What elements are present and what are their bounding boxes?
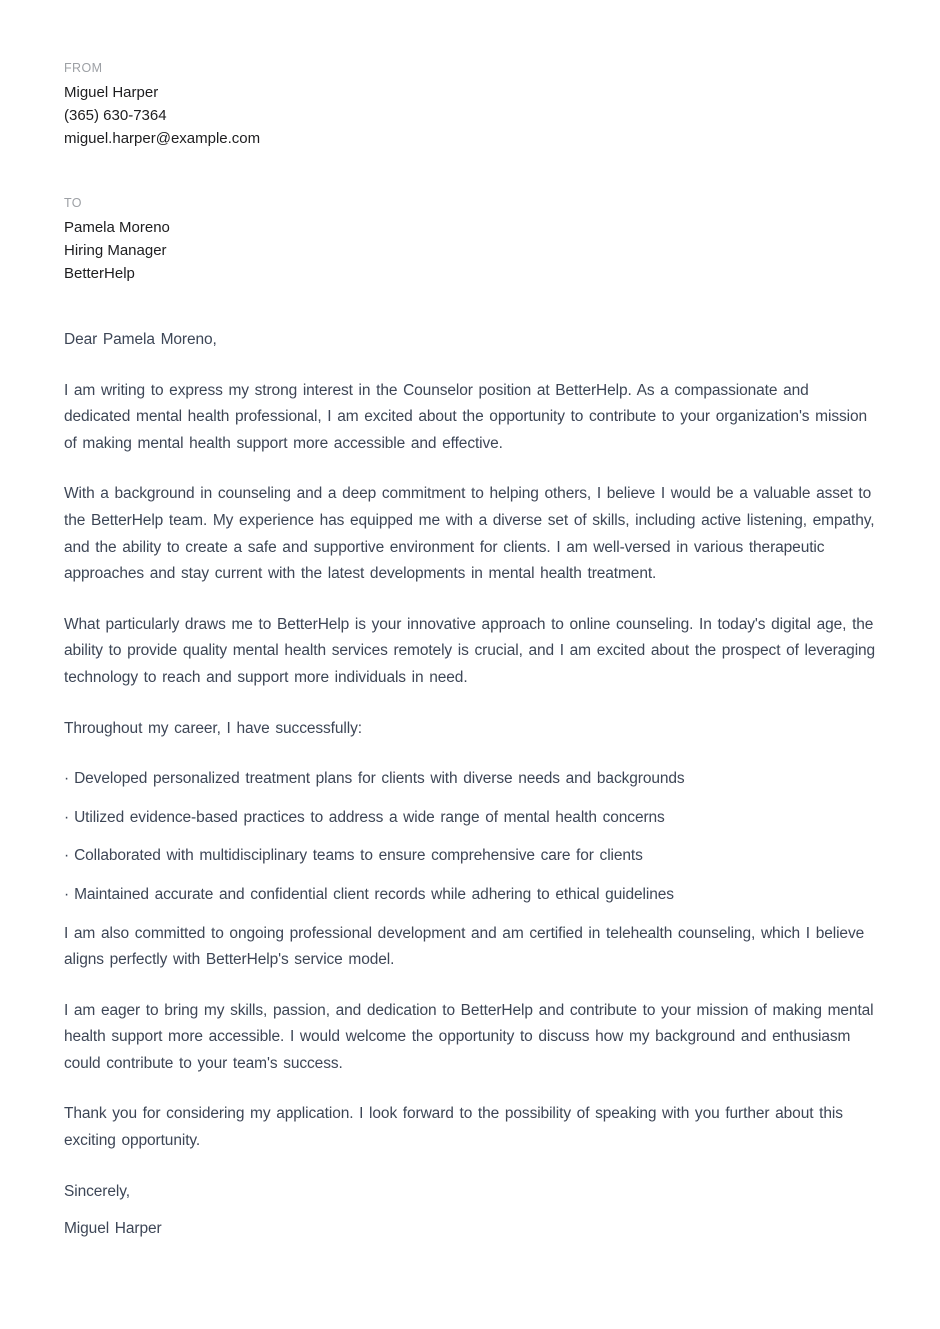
from-phone: (365) 630-7364	[64, 107, 167, 124]
body-paragraph-1: I am writing to express my strong interest in the Counselor position at BetterHelp. As a compassionate and dedicated mental health professional, I am excited about the opportunity to contribute to your organization's mission of making mental health support more accessible and effective.	[64, 381, 868, 452]
body-paragraph-3: What particularly draws me to BetterHelp is your innovative approach to online counseling. In today's digital age, the ability to provide quality mental health services remotely is crucial, and I am excited about the prospect of leveraging technology to reach and support more individuals in need.	[64, 615, 876, 686]
bullet-marker: ·	[64, 770, 70, 788]
from-email: miguel.harper@example.com	[64, 130, 261, 147]
from-name: Miguel Harper	[64, 84, 159, 101]
to-title: Hiring Manager	[64, 242, 167, 259]
bullet-text: Collaborated with multidisciplinary teams to ensure comprehensive care for clients	[74, 847, 643, 865]
bullet-marker: ·	[64, 808, 70, 826]
to-label: TO	[64, 196, 82, 210]
bullet-marker: ·	[64, 885, 70, 903]
bullet-list	[64, 766, 878, 908]
body-paragraph-4-intro: Throughout my career, I have successfully:	[64, 719, 362, 737]
body-paragraph-7: Thank you for considering my application. I look forward to the possibility of speaking with you further about this exciting opportunity.	[64, 1105, 843, 1150]
body-paragraph-5: I am also committed to ongoing professional development and am certified in telehealth counseling, which I believe aligns perfectly with BetterHelp's service model.	[64, 924, 865, 969]
bullet-text: Developed personalized treatment plans for clients with diverse needs and backgrounds	[74, 770, 685, 788]
salutation: Dear Pamela Moreno,	[64, 331, 217, 348]
letter-body	[64, 327, 878, 1243]
to-name: Pamela Moreno	[64, 219, 170, 236]
bullet-marker: ·	[64, 847, 70, 865]
from-section	[64, 60, 878, 150]
body-paragraph-6: I am eager to bring my skills, passion, and dedication to BetterHelp and contribute to your mission of making mental health support more accessible. I would welcome the opportunity to discuss how my background and enthusiasm could contribute to your team's success.	[64, 1001, 874, 1072]
from-label: FROM	[64, 61, 103, 75]
bullet-item	[64, 766, 878, 793]
closing: Sincerely,	[64, 1182, 130, 1200]
signature: Miguel Harper	[64, 1220, 162, 1238]
bullet-item	[64, 882, 878, 909]
bullet-text: Maintained accurate and confidential client records while adhering to ethical guidelines	[74, 885, 674, 903]
bullet-text: Utilized evidence-based practices to address a wide range of mental health concerns	[74, 808, 665, 826]
bullet-item	[64, 843, 878, 870]
to-section	[64, 195, 878, 285]
body-paragraph-2: With a background in counseling and a deep commitment to helping others, I believe I would be a valuable asset to the BetterHelp team. My experience has equipped me with a diverse set of skills, including active listening, empathy, and the ability to create a safe and supportive environment for clients. I am well-versed in various therapeutic approaches and stay current with the latest developments in mental health treatment.	[64, 485, 875, 583]
bullet-item	[64, 805, 878, 832]
to-company: BetterHelp	[64, 265, 135, 282]
